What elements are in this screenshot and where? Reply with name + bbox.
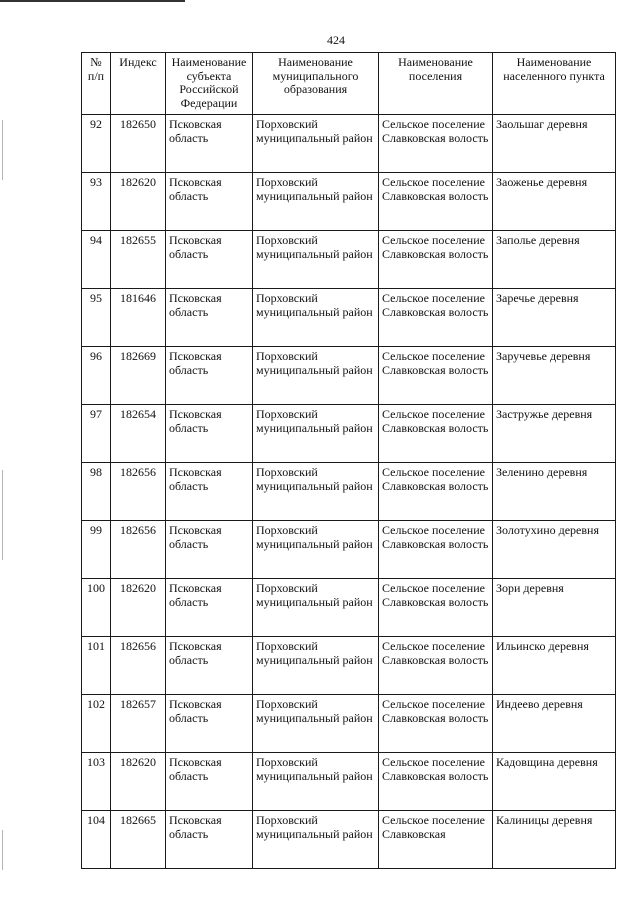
postal-index-cell: 182620 [111, 753, 166, 811]
table-row [82, 405, 616, 463]
federal-subject-cell: Псковская область [166, 405, 253, 463]
locality-cell: Заоженье деревня [493, 173, 616, 231]
scan-edge-mark [2, 120, 3, 180]
row-number-cell: 102 [82, 695, 111, 753]
table-row [82, 637, 616, 695]
settlement-cell: Сельское поселение Славковская волость [379, 289, 493, 347]
table-row [82, 521, 616, 579]
municipality-cell: Порховский муниципальный район [253, 463, 379, 521]
table-row [82, 289, 616, 347]
locality-cell: Заручевье деревня [493, 347, 616, 405]
municipality-cell: Порховский муниципальный район [253, 231, 379, 289]
federal-subject-cell: Псковская область [166, 289, 253, 347]
postal-index-cell: 182654 [111, 405, 166, 463]
locality-cell: Индеево деревня [493, 695, 616, 753]
postal-index-cell: 182657 [111, 695, 166, 753]
settlement-cell: Сельское поселение Славковская волость [379, 579, 493, 637]
postal-index-cell: 182620 [111, 173, 166, 231]
locality-cell: Зори деревня [493, 579, 616, 637]
localities-table [81, 52, 616, 869]
postal-index-cell: 182656 [111, 521, 166, 579]
row-number-cell: 97 [82, 405, 111, 463]
settlement-cell: Сельское поселение Славковская [379, 811, 493, 869]
federal-subject-cell: Псковская область [166, 811, 253, 869]
settlement-cell: Сельское поселение Славковская волость [379, 695, 493, 753]
municipality-cell: Порховский муниципальный район [253, 695, 379, 753]
row-number-cell: 92 [82, 115, 111, 173]
municipality-cell: Порховский муниципальный район [253, 579, 379, 637]
row-number-cell: 94 [82, 231, 111, 289]
federal-subject-cell: Псковская область [166, 231, 253, 289]
table-row [82, 173, 616, 231]
settlement-cell: Сельское поселение Славковская волость [379, 231, 493, 289]
federal-subject-cell: Псковская область [166, 695, 253, 753]
table-row [82, 695, 616, 753]
scan-edge-mark [2, 470, 3, 560]
municipality-cell: Порховский муниципальный район [253, 405, 379, 463]
postal-index-cell: 182620 [111, 579, 166, 637]
municipality-cell: Порховский муниципальный район [253, 289, 379, 347]
federal-subject-cell: Псковская область [166, 521, 253, 579]
top-rule [0, 0, 185, 2]
postal-index-cell: 182656 [111, 463, 166, 521]
locality-cell: Ильинско деревня [493, 637, 616, 695]
page-number: 424 [327, 33, 345, 47]
header-subject: Наименование субъекта Российской Федерации [166, 53, 253, 115]
row-number-cell: 95 [82, 289, 111, 347]
settlement-cell: Сельское поселение Славковская волость [379, 637, 493, 695]
table-row [82, 115, 616, 173]
settlement-cell: Сельское поселение Славковская волость [379, 463, 493, 521]
table-body [82, 115, 616, 869]
locality-cell: Зеленино деревня [493, 463, 616, 521]
locality-cell: Золотухино деревня [493, 521, 616, 579]
header-municipality: Наименование муниципального образования [253, 53, 379, 115]
table-row [82, 231, 616, 289]
settlement-cell: Сельское поселение Славковская волость [379, 753, 493, 811]
municipality-cell: Порховский муниципальный район [253, 347, 379, 405]
settlement-cell: Сельское поселение Славковская волость [379, 405, 493, 463]
locality-cell: Заольшаг деревня [493, 115, 616, 173]
row-number-cell: 93 [82, 173, 111, 231]
table-row [82, 463, 616, 521]
federal-subject-cell: Псковская область [166, 579, 253, 637]
municipality-cell: Порховский муниципальный район [253, 811, 379, 869]
header-num: № п/п [82, 53, 111, 115]
postal-index-cell: 182656 [111, 637, 166, 695]
postal-index-cell: 181646 [111, 289, 166, 347]
settlement-cell: Сельское поселение Славковская волость [379, 173, 493, 231]
federal-subject-cell: Псковская область [166, 173, 253, 231]
locality-cell: Калиницы деревня [493, 811, 616, 869]
locality-cell: Кадовщина деревня [493, 753, 616, 811]
postal-index-cell: 182669 [111, 347, 166, 405]
federal-subject-cell: Псковская область [166, 463, 253, 521]
table-row [82, 347, 616, 405]
locality-cell: Заречье деревня [493, 289, 616, 347]
municipality-cell: Порховский муниципальный район [253, 115, 379, 173]
row-number-cell: 104 [82, 811, 111, 869]
locality-cell: Заполье деревня [493, 231, 616, 289]
row-number-cell: 96 [82, 347, 111, 405]
federal-subject-cell: Псковская область [166, 347, 253, 405]
municipality-cell: Порховский муниципальный район [253, 521, 379, 579]
row-number-cell: 101 [82, 637, 111, 695]
row-number-cell: 98 [82, 463, 111, 521]
postal-index-cell: 182655 [111, 231, 166, 289]
table-header [82, 53, 616, 115]
settlement-cell: Сельское поселение Славковская волость [379, 115, 493, 173]
federal-subject-cell: Псковская область [166, 115, 253, 173]
header-locality: Наименование населенного пункта [493, 53, 616, 115]
scan-edge-mark [2, 830, 3, 870]
postal-index-cell: 182650 [111, 115, 166, 173]
row-number-cell: 100 [82, 579, 111, 637]
header-row [82, 53, 616, 115]
federal-subject-cell: Псковская область [166, 637, 253, 695]
settlement-cell: Сельское поселение Славковская волость [379, 521, 493, 579]
header-settlement: Наименование поселения [379, 53, 493, 115]
table-row [82, 811, 616, 869]
row-number-cell: 103 [82, 753, 111, 811]
header-index: Индекс [111, 53, 166, 115]
municipality-cell: Порховский муниципальный район [253, 637, 379, 695]
table-row [82, 579, 616, 637]
municipality-cell: Порховский муниципальный район [253, 173, 379, 231]
municipality-cell: Порховский муниципальный район [253, 753, 379, 811]
settlement-cell: Сельское поселение Славковская волость [379, 347, 493, 405]
postal-index-cell: 182665 [111, 811, 166, 869]
federal-subject-cell: Псковская область [166, 753, 253, 811]
row-number-cell: 99 [82, 521, 111, 579]
locality-cell: Застружье деревня [493, 405, 616, 463]
table-row [82, 753, 616, 811]
